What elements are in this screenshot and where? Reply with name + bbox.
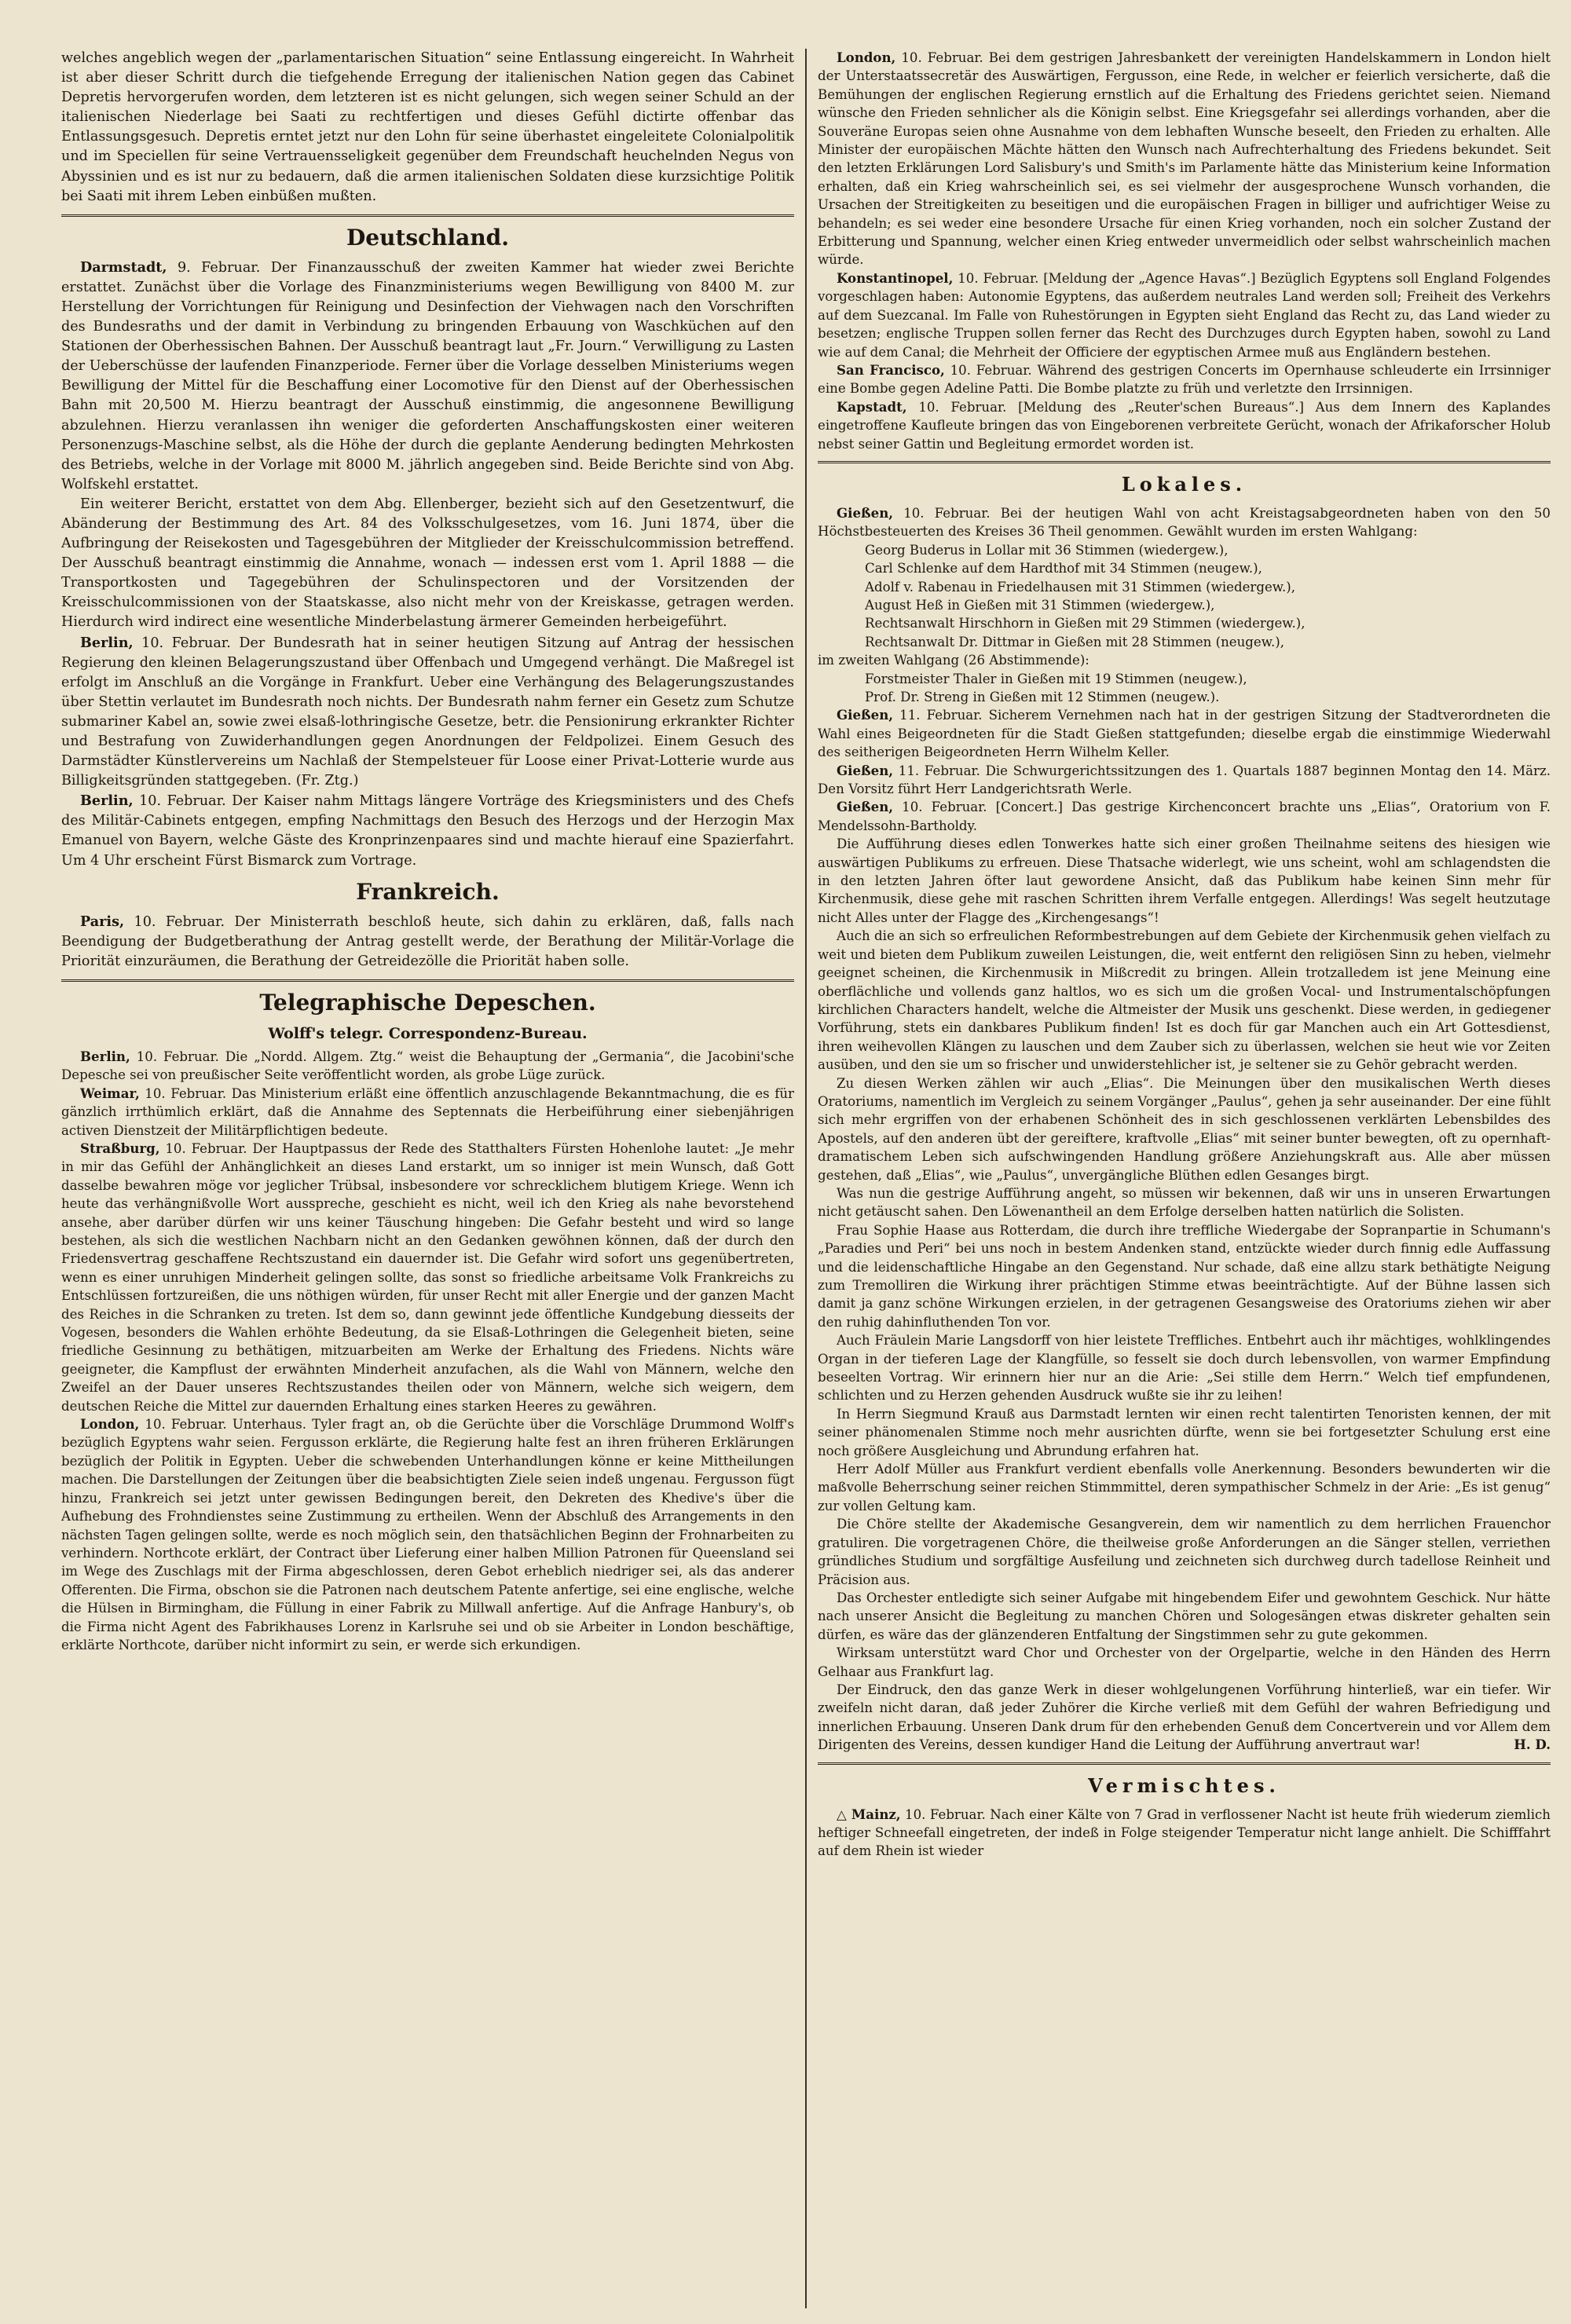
article-mainz: [818, 1806, 1551, 1861]
author-signature: H. D.: [1514, 1737, 1551, 1753]
article-berlin-1: [61, 633, 794, 792]
list-item: Rechtsanwalt Hirschhorn in Gießen mit 29 Stimmen (wiedergew.),: [865, 616, 1306, 631]
article-text: 11. Februar. Sicherem Vernehmen nach hat in der gestrigen Sitzung der Stadtverordneten die Wahl eines Beigeordneten für die Stadt Gießen stattgefunden; dieselbe ergab die einstimmige Wiederwahl des seitherigen Beigeordneten Herrn Wilhelm Keller.: [818, 708, 1551, 760]
concert-paragraph: Die Aufführung dieses edlen Tonwerkes hatte sich einer großen Theilnahme seitens des hiesigen wie auswärtigen Publikums zu erfreuen. Diese Thatsache widerlegt, wie uns scheint, wohl am schlagendsten die in den letzten Jahren öfter laut gewordene Ansicht, daß das Publikum habe keinen Sinn mehr für Kirchenmusik, diese gehe mit raschen Schritten ihrem Verfalle entgegen. Allerdings! Was segelt heutzutage nicht Alles unter der Flagge des „Kirchengesangs“!: [818, 836, 1551, 925]
telegram-block: [61, 1048, 794, 1654]
article-kapstadt: [818, 398, 1551, 453]
column-divider: [805, 49, 807, 2308]
concert-paragraph: Auch Fräulein Marie Langsdorff von hier leistete Treffliches. Entbehrt auch ihr mächtiges, wohlklingendes Organ in der tieferen Lage der Klangfülle, so fesselt sie doch durch lebensvollen, von warmer Empfindung beseelten Vortrag. Wir erinnern hier nur an die Arie: „Sei stille dem Herrn.“ Welch tief empfundenen, schlichten und zu Herzen gehenden Ausdruck wußte sie ihr zu leihen!: [818, 1333, 1551, 1404]
article-text: 10. Februar. Der Ministerrath beschloß heute, sich dahin zu erklären, daß, falls nach Beendigung der Budgetberathung der Antrag gestellt werde, der Berathung der Militär-Vorlage die Priorität einzuräumen, die Berathung der Getreidezölle die Priorität haben solle.: [61, 913, 794, 969]
concert-paragraph: Zu diesen Werken zählen wir auch „Elias“. Die Meinungen über den musikalischen Werth dieses Oratoriums, namentlich im Vergleich zu seinem Vorgänger „Paulus“, gehen ja sehr auseinander. Der eine fühlt sich mehr ergriffen von der erhabenen Schönheit des in sich geschlossenen verklärten Lebensbildes des Apostels, auf den anderen übt der gereiftere, kraftvolle „Elias“ mit seiner bunter bewegten, oft zu opernhaft-dramatischem Leben sich aufschwingenden Handlung größere Anziehungskraft aus. Alle aber müssen gestehen, daß „Elias“, wie „Paulus“, unvergängliche Blüthen edlen Gesanges birgt.: [818, 1075, 1551, 1183]
article-berlin-3: [61, 1048, 794, 1085]
article-text: 10. Februar. Bei der heutigen Wahl von acht Kreistagsabgeordneten haben von den 50 Höchstbesteuerten des Kreises 36 Theil genommen. Gewählt wurden im ersten Wahlgang:: [818, 505, 1551, 540]
list-item: Rechtsanwalt Dr. Dittmar in Gießen mit 28 Stimmen (neugew.),: [865, 634, 1285, 650]
article-giessen-3: [818, 762, 1551, 799]
article-giessen-4: [818, 798, 1551, 835]
article-paris: [61, 912, 794, 972]
article-text: 10. Februar. Das Ministerium erläßt eine öffentlich anzuschlagende Bekanntmachung, die es für gänzlich irrthümlich erklärt, daß die Annahme des Septennats die Herbeiführung einer siebenjährigen activen Dienstzeit der Militärpflichtigen bedeute.: [61, 1085, 794, 1138]
dateline-place: San Francisco,: [837, 361, 945, 378]
article-text: 10. Februar. [Meldung der „Agence Havas“.] Bezüglich Egyptens soll England Folgendes vorgeschlagen haben: Autonomie Egyptens, das außerdem neutrales Land werden soll; Freiheit des Verkehrs auf dem Suezcanal. Im Falle von Ruhestörungen in Egypten sieht England das Recht zu, das Land wieder zu besetzen; englische Truppen sollen ferner das Recht des Durchzuges durch Egypten haben, sowohl zu Land wie auf dem Canal; die Mehrheit der Officiere der egyptischen Armee muß aus Engländern bestehen.: [818, 270, 1551, 360]
dateline-place: Konstantinopel,: [837, 269, 954, 286]
section-rule: [61, 214, 794, 217]
dateline-place: Berlin,: [80, 792, 134, 810]
article-text: 10. Februar. Bei dem gestrigen Jahresbankett der vereinigten Handelskammern in London hielt der Unterstaatssecretär des Auswärtigen, Fergusson, eine Rede, in welcher er feierlich versicherte, daß die Bemühungen der englischen Regierung ernstlich auf die Erhaltung des Friedens gerichtet seien. Niemand wünsche den Frieden sehnlicher als die Königin selbst. Eine Kriegsgefahr sei allerdings vorhanden, aber die Souveräne Europas seien ohne Ausnahme von dem lebhaften Wunsche beseelt, den Frieden zu erhalten. Alle Minister der europäischen Mächte hätten den Wunsch nach Aufrechterhaltung des Friedens bekundet. Seit den letzten Erklärungen Lord Salisbury's und Smith's im Parlamente hätte das Ministerium keine Information erhalten, daß ein Krieg wahrscheinlich sei, es sei vielmehr der ausgesprochene Wunsch vorhanden, die Ursachen der Streitigkeiten zu beseitigen und die europäischen Fragen in billiger und aufrichtiger Weise zu behandeln; es sei weder eine besondere Ursache für einen Krieg vorhanden, noch ein solcher Zustand der Erbitterung und Spannung, welcher einen Krieg entweder unvermeidlich oder selbst wahrscheinlich machen würde.: [818, 50, 1551, 268]
list-item: Carl Schlenke auf dem Hardthof mit 34 Stimmen (neugew.),: [865, 561, 1262, 576]
concert-paragraph: Was nun die gestrige Aufführung angeht, so müssen wir bekennen, daß wir uns in unseren Erwartungen nicht getäuscht sahen. Den Löwenantheil an dem Erfolge derselben hatten natürlich die Solisten.: [818, 1185, 1551, 1220]
intro-paragraph: welches angeblich wegen der „parlamentarischen Situation“ seine Entlassung eingereicht. In Wahrheit ist aber dieser Schritt durch die tiefgehende Erregung der italienischen Nation gegen das Cabinet Depretis hervorgerufen worden, dem letzteren ist es nicht gelungen, sich wegen seiner Schuld an der italienischen Niederlage bei Saati zu rechtfertigen und dieses Gefühl dictirte offenbar das Entlassungsgesuch. Depretis erntet jetzt nur den Lohn für seine überhastet eingeleitete Colonialpolitik und im Speciellen für seine Vertrauensseligkeit gegenüber dem Freundschaft heuchelnden Negus von Abyssinien und es ist nur zu bedauern, daß die armen italienischen Soldaten diese kurzsichtige Politik bei Saati mit ihrem Leben einbüßen mußten.: [61, 50, 794, 204]
concert-paragraph: Das Orchester entledigte sich seiner Aufgabe mit hingebendem Eifer und gewohntem Geschick. Nur hätte nach unserer Ansicht die Begleitung zu manchen Chören und Sologesängen etwas diskreter gehalten sein dürfen, es wäre das der glänzenderen Entfaltung der Singstimmen sehr zu gute gekommen.: [818, 1590, 1551, 1642]
article-text: Der Eindruck, den das ganze Werk in dieser wohlgelungenen Vorführung hinterließ, war ein tiefer. Wir zweifeln nicht daran, daß jeder Zuhörer die Kirche verließ mit dem Gefühl der wahren Befriedigung und innerlichen Erbauung. Unseren Dank drum für den erhebenden Genuß dem Concertverein und vor Allem dem Dirigenten des Vereins, dessen kundiger Hand die Leitung der Aufführung anvertraut war!: [818, 1682, 1551, 1753]
article-berlin-2: [61, 791, 794, 870]
right-column: [818, 49, 1551, 2308]
section-heading-frankreich: Frankreich.: [356, 878, 500, 905]
article-text: 10. Februar. Der Bundesrath hat in seiner heutigen Sitzung auf Antrag der hessischen Regierung den kleinen Belagerungszustand über Offenbach und Umgegend verhängt. Die Maßregel ist erfolgt im Anschluß an die Vorgänge in Frankfurt. Ueber eine Verhängung des Belagerungszustandes über Stettin verlautet im Bundesrath noch nichts. Der Bundesrath nahm ferner ein Gesetz zum Schutze submariner Kabel an, sowie zwei elsaß-lothringische Gesetze, betr. die Pensionirung erkrankter Richter und Bestrafung von Zuwiderhandlungen gegen Anordnungen der Feldpolizei. Einem Gesuch des Darmstädter Künstlervereins um Nachlaß der Stempelsteuer für Loose einer Privat-Lotterie wurde aus Billigkeitsgründen stattgegeben. (Fr. Ztg.): [61, 635, 794, 789]
article-giessen-2: [818, 706, 1551, 761]
article-ellenberger: Ein weiterer Bericht, erstattet von dem Abg. Ellenberger, bezieht sich auf den Gesetzentwurf, die Abänderung der Bestimmung des Art. 84 des Volksschulgesetzes, vom 16. Juni 1874, über die Aufbringung der Reisekosten und Tagesgebühren der Mitglieder der Kreisschulcommission betreffend. Der Ausschuß beantragt einstimmig die Annahme, wonach — indessen erst vom 1. April 1888 — die Transportkosten und Tagegebühren der Schulinspectoren und der Vorsitzenden der Kreisschulcommissionen von der Staatskasse, also nicht mehr von der Kreiskasse, getragen werden. Hierdurch wird indirect eine wesentliche Minderbelastung ärmerer Gemeinden herbeigeführt.: [61, 496, 794, 631]
article-text: 10. Februar. Die „Nordd. Allgem. Ztg.“ weist die Behauptung der „Germania“, die Jacobini'sche Depesche sei von preußischer Seite veröffentlicht worden, als grobe Lüge zurück.: [61, 1049, 794, 1083]
section-rule: [61, 979, 794, 982]
section-rule: [818, 461, 1551, 463]
list-item: Adolf v. Rabenau in Friedelhausen mit 31 Stimmen (wiedergew.),: [865, 579, 1296, 595]
dateline-place: Gießen,: [837, 762, 894, 778]
article-darmstadt: [61, 258, 794, 495]
article-giessen-1: [818, 504, 1551, 541]
section-heading-telegraphische-depeschen: Telegraphische Depeschen.: [259, 989, 596, 1016]
list-item: Prof. Dr. Streng in Gießen mit 12 Stimmen (neugew.).: [865, 690, 1220, 705]
elected-list: [818, 541, 1551, 651]
elected-list-2: [818, 670, 1551, 707]
dateline-place: Gießen,: [837, 504, 894, 521]
dateline-place: Kapstadt,: [837, 398, 907, 415]
article-text: 10. Februar. Während des gestrigen Concerts im Opernhause schleuderte ein Irrsinniger eine Bombe gegen Adeline Patti. Die Bombe platzte zu früh und verletzte den Irrsinnigen.: [818, 362, 1551, 397]
article-san-francisco: [818, 361, 1551, 398]
article-text: 10. Februar. [Meldung des „Reuter'schen Bureaus“.] Aus dem Innern des Kaplandes eingetroffene Kaufleute bringen das von Eingeborenen verbreitete Gerücht, wonach der Afrikaforscher Holub nebst seiner Gattin und Begleitung ermordet worden ist.: [818, 399, 1551, 452]
concert-paragraph: Wirksam unterstützt ward Chor und Orchester von der Orgelpartie, welche in den Händen des Herrn Gelhaar aus Frankfurt lag.: [818, 1645, 1551, 1679]
concert-paragraph: Die Chöre stellte der Akademische Gesangverein, dem wir namentlich zu dem herrlichen Frauenchor gratuliren. Die vorgetragenen Chöre, die theilweise große Anforderungen an die Sänger stellen, verriethen gründliches Studium und sorgfältige Ausfeilung und zeichneten sich durchweg durch tadellose Reinheit und Präcision aus.: [818, 1517, 1551, 1587]
article-konstantinopel: [818, 269, 1551, 361]
concert-paragraph-final: [818, 1681, 1551, 1755]
article-strassburg: [61, 1140, 794, 1415]
dateline-place: London,: [837, 49, 896, 65]
dateline-place: Berlin,: [80, 1048, 130, 1064]
dateline-place: Weimar,: [80, 1085, 140, 1101]
article-london-1: [61, 1415, 794, 1654]
dateline-place: Gießen,: [837, 707, 894, 723]
section-heading-vermischtes: Vermischtes.: [1088, 1773, 1280, 1797]
dateline-place: London,: [80, 1416, 140, 1433]
subheading-wolff-bureau: Wolff's telegr. Correspondenz-Bureau.: [268, 1024, 588, 1042]
second-round-label: im zweiten Wahlgang (26 Abstimmende):: [818, 653, 1089, 668]
article-london-2: [818, 49, 1551, 269]
dateline-place: △ Mainz,: [837, 1806, 901, 1822]
concert-paragraph: Frau Sophie Haase aus Rotterdam, die durch ihre treffliche Wiedergabe der Sopranpartie in Schumann's „Paradies und Peri“ bei uns noch in bestem Andenken stand, entzückte wieder durch finnig edle Auffassung und die leidenschaftliche Hingabe an den Gegenstand. Nur schade, daß eine allzu stark bethätigte Neigung zum Tremolliren die Wirkung ihrer prächtigen Stimme etwas beeinträchtigte. Auf der Bühne lassen sich damit ja ganz schöne Wirkungen erzielen, in der getragenen Gesangsweise des Oratoriums ziehen wir aber den ruhig dahinfluthenden Ton vor.: [818, 1222, 1551, 1330]
article-text: 10. Februar. Der Kaiser nahm Mittags längere Vorträge des Kriegsministers und des Chefs des Militär-Cabinets entgegen, empfing Nachmittags den Besuch des Herzogs und der Herzogin Max Emanuel von Bayern, welche Gäste des Kronprinzenpaares sind und machte hierauf eine Spazierfahrt. Um 4 Uhr erscheint Fürst Bismarck zum Vortrage.: [61, 793, 794, 869]
dateline-place: Darmstadt,: [80, 258, 167, 276]
article-text: 10. Februar. Unterhaus. Tyler fragt an, ob die Gerüchte über die Vorschläge Drummond Wolff's bezüglich Egyptens wahr seien. Fergusson erklärte, die Regierung halte fest an ihren früheren Erklärungen bezüglich der Politik in Egypten. Ueber die schwebenden Unterhandlungen könne er keine Mittheilungen machen. Die Darstellungen der Zeitungen über die beabsichtigten Ziele seien indeß ungenau. Fergusson fügt hinzu, Frankreich sei jetzt unter gewissen Bedingungen bereit, den Dekreten des Khedive's über die Aufhebung des Frohndienstes seine Zustimmung zu ertheilen. Wenn der Abschluß des Arrangements in den nächsten Tagen gelingen sollte, werde es noch möglich sein, den thatsächlichen Beginn der Frohnarbeiten zu verhindern. Northcote erklärt, der Contract über Lieferung einer halben Million Patronen für Queensland sei im Wege des Zuschlags mit der Firma abgeschlossen, deren Gebot erheblich niedriger sei, als das anderer Offerenten. Die Firma, obschon sie die Patronen nach deutschem Patente anfertige, sei eine englische, welche die Hülsen in Birmingham, die Füllung in einer Fabrik zu Millwall anfertige. Auf die Anfrage Hanbury's, ob die Firma nicht Agent des Fabrikhauses Lorenz in Karlsruhe sei und ob sie Arbeiter in London beschäftige, erklärte Northcote, darüber nicht informirt zu sein, er werde sich erkundigen.: [61, 1417, 794, 1652]
article-text: 11. Februar. Die Schwurgerichtssitzungen des 1. Quartals 1887 beginnen Montag den 14. März. Den Vorsitz führt Herr Landgerichtsrath Werle.: [818, 763, 1551, 797]
section-heading-lokales: Lokales.: [1121, 472, 1247, 496]
article-text: 9. Februar. Der Finanzausschuß der zweiten Kammer hat wieder zwei Berichte erstattet. Zunächst über die Vorlage des Finanzministeriums wegen Bewilligung von 8400 M. zur Herstellung der Vorrichtungen für Reinigung und Desinfection der Viehwagen nach den Vorschriften des Bundesraths und der damit in Verbindung zu bringenden Erbauung von Waschküchen auf den Stationen der Oberhessischen Bahnen. Der Ausschuß beantragt laut „Fr. Journ.“ Verwilligung zu Lasten der Ueberschüsse der laufenden Finanzperiode. Ferner über die Vorlage desselben Ministeriums wegen Bewilligung der Mittel für die Beschaffung einer Locomotive für den Dienst auf der Oberhessischen Bahn mit 20,500 M. Hierzu beantragt der Ausschuß einstimmig, die angesonnene Bewilligung abzulehnen. Hierzu veranlassen ihn weniger die geforderten Anschaffungskosten einer weiteren Personenzugs-Maschine selbst, als die Höhe der durch die geplante Aenderung bedingten Mehrkosten des Betriebs, welche in der Vorlage mit 8000 M. jährlich angegeben sind. Beide Berichte sind von Abg. Wolfskehl erstattet.: [61, 259, 794, 492]
list-item: August Heß in Gießen mit 31 Stimmen (wiedergew.),: [865, 597, 1215, 613]
left-column: [61, 49, 794, 2308]
dateline-place: Paris,: [80, 913, 125, 930]
dateline-place: Berlin,: [80, 634, 134, 651]
dateline-place: Gießen,: [837, 799, 894, 815]
article-text: 10. Februar. [Concert.] Das gestrige Kirchenconcert brachte uns „Elias“, Oratorium von F. Mendelssohn-Bartholdy.: [818, 800, 1551, 833]
concert-paragraph: In Herrn Siegmund Krauß aus Darmstadt lernten wir einen recht talentirten Tenoristen kennen, der mit seiner phänomenalen Stimme noch mehr ausrichten dürfte, wenn sie bei fortgesetzter Schulung erst eine noch größere Ausgleichung und Abrundung erfahren hat.: [818, 1406, 1551, 1458]
concert-paragraph: Herr Adolf Müller aus Frankfurt verdient ebenfalls volle Anerkennung. Besonders bewunderten wir die maßvolle Beherrschung seiner reichen Stimmmittel, deren sympathischer Schmelz in der Arie: „Es ist genug“ zur vollen Geltung kam.: [818, 1462, 1551, 1513]
list-item: Georg Buderus in Lollar mit 36 Stimmen (wiedergew.),: [865, 542, 1229, 558]
article-weimar: [61, 1085, 794, 1140]
list-item: Forstmeister Thaler in Gießen mit 19 Stimmen (neugew.),: [865, 671, 1247, 686]
article-text: 10. Februar. Der Hauptpassus der Rede des Statthalters Fürsten Hohenlohe lautet: „Je mehr in mir das Gefühl der Anhänglichkeit an dieses Land erstarkt, um so inniger ist mein Wunsch, daß Gott dasselbe bewahren möge vor jeglicher Trübsal, insbesondere vor schrecklichem blutigem Kriege. Wenn ich heute das verhängnißvolle Wort ausspreche, geschieht es nicht, weil ich den Krieg als nahe bevorstehend ansehe, aber darüber dürfen wir uns keiner Täuschung hingeben: Die Gefahr besteht und wird so lange bestehen, als sich die westlichen Nachbarn nicht an den Gedanken gewöhnen können, daß der durch den Friedensvertrag geschaffene Rechtszustand ein dauernder ist. Die Gefahr wird sofort uns gegenübertreten, wenn es einer unruhigen Minderheit gelingen sollte, das sonst so friedliche arbeitsame Volk Frankreichs zu Entschlüssen fortzureißen, die uns nöthigen würden, für unser Recht mit aller Energie und der ganzen Macht des Reiches in die Schranken zu treten. Ist dem so, dann gewinnt jede öffentliche Kundgebung diesseits der Vogesen, besonders die Wahlen erhöhte Bedeutung, da sie Elsaß-Lothringen die Gelegenheit bieten, seine friedliche Gesinnung zu bethätigen, mitzuarbeiten am Werke der Erhaltung des Friedens. Nichts wäre geeigneter, die Kampflust der erwähnten Minderheit anzufachen, als die Wahl von Männern, welche den Zweifel an der Dauer unseres Rechtszustandes theilen oder von Männern, welche sich weigern, dem deutschen Reiche die Mittel zur dauernden Erhaltung eines starken Heeres zu gewähren.: [61, 1140, 794, 1414]
concert-paragraph: Auch die an sich so erfreulichen Reformbestrebungen auf dem Gebiete der Kirchenmusik gehen vielfach zu weit und bieten dem Publikum zuweilen Leistungen, die, weit entfernt den religiösen Sinn zu heben, vielmehr geeignet scheinen, die Kirchenmusik in Mißcredit zu bringen. Allein trotzalledem ist jene Meinung eine oberflächliche und vollends ganz haltlos, wo es sich um die großen Vocal- und Instrumentalschöpfungen kirchlichen Characters handelt, welche die Altmeister der Musik uns geschenkt. Diese werden, in gediegener Vorführung, stets ein dankbares Publikum finden! Ist es doch für gar Manchen auch ein Art Gottesdienst, ihren weihevollen Klängen zu lauschen und dem Zauber sich zu überlassen, welchen sie heut wie vor Zeiten ausüben, und den sie um so frischer und unwiderstehlicher ist, je seltener sie zu Gehör gebracht werden.: [818, 928, 1551, 1073]
dateline-place: Straßburg,: [80, 1140, 160, 1156]
article-text: 10. Februar. Nach einer Kälte von 7 Grad in verflossener Nacht ist heute früh wiederum ziemlich heftiger Schneefall eingetreten, der indeß in Folge steigender Temperatur nicht lange anhielt. Die Schifffahrt auf dem Rhein ist wieder: [818, 1806, 1551, 1859]
section-rule: [818, 1762, 1551, 1765]
section-heading-deutschland: Deutschland.: [346, 224, 510, 251]
